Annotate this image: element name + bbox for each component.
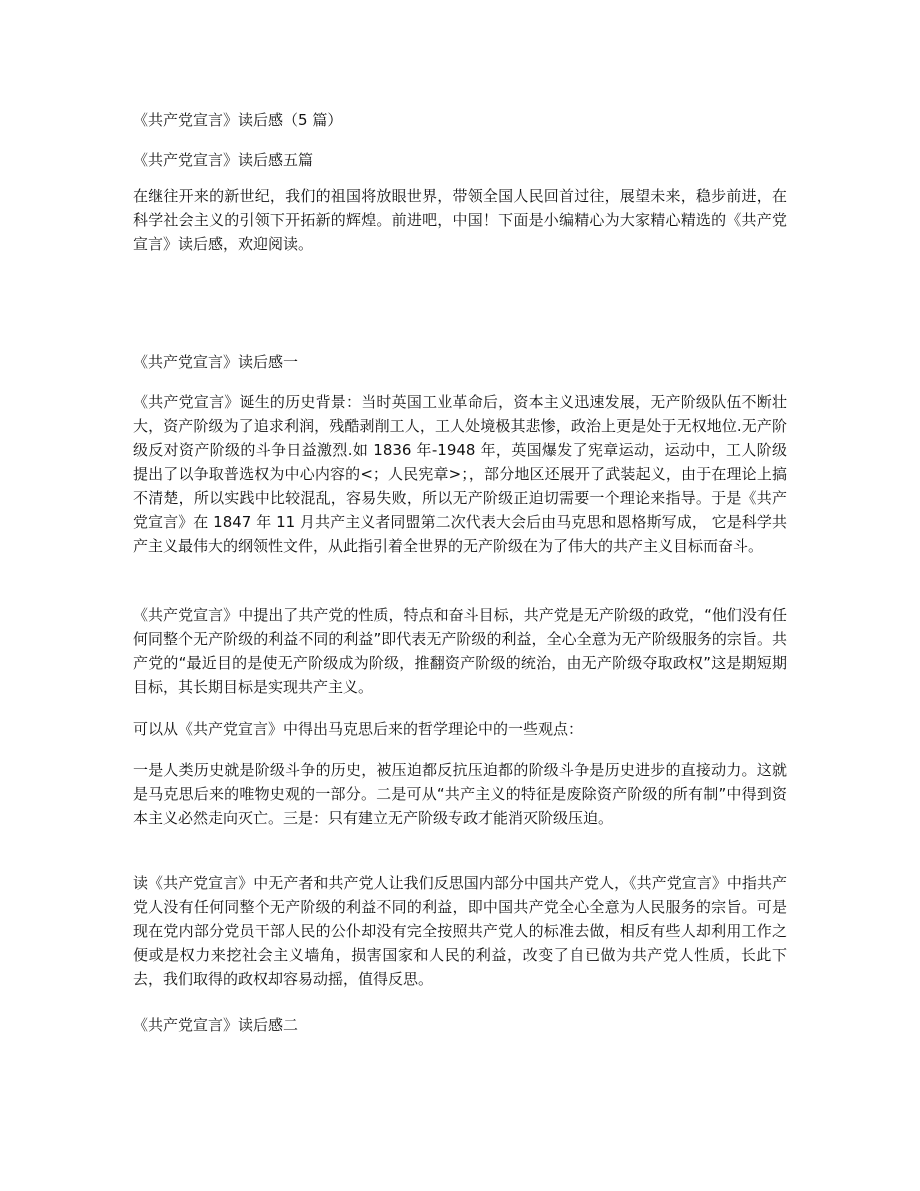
section1-paragraph-5: 读《共产党宣言》中无产者和共产党人让我们反思国内部分中国共产党人，《共产党宣言》中指共产党人没有任何同整个无产阶级的利益不同的利益，即中国共产党全心全意为人民服务的宗旨。可是现在党内部分党员干部人民的公仆却没有完全按照共产党人的标准去做，相反有些人却利用工作之便或是权力来挖社会主义墙角，损害国家和人民的利益，改变了自已做为共产党人性质，长此下去，我们取得的政权却容易动摇，值得反思。 bbox=[133, 874, 787, 988]
document-subtitle: 《共产党宣言》读后感五篇 bbox=[133, 151, 314, 169]
section1-paragraph-2: 《共产党宣言》中提出了共产党的性质，特点和奋斗目标，共产党是无产阶级的政党，“他们没有任何同整个无产阶级的利益不同的利益”即代表无产阶级的利益，全心全意为无产阶级服务的宗旨。共产党的“最近目的是使无产阶级成为阶级，推翻资产阶级的统治，由无产阶级夺取政权”这是期短期目标，其长期目标是实现共产主义。 bbox=[133, 606, 787, 696]
section1-paragraph-4: 一是人类历史就是阶级斗争的历史，被压迫都反抗压迫都的阶级斗争是历史进步的直接动力。这就是马克思后来的唯物史观的一部分。二是可从“共产主义的特征是废除资产阶级的所有制”中得到资本主义必然走向灭亡。三是：只有建立无产阶级专政才能消灭阶级压迫。 bbox=[133, 761, 787, 827]
intro-paragraph: 在继往开来的新世纪，我们的祖国将放眼世界，带领全国人民回首过往，展望未来，稳步前进，在科学社会主义的引领下开拓新的辉煌。前进吧，中国！下面是小编精心为大家精心精选的《共产党宣言》读后感，欢迎阅读。 bbox=[133, 187, 787, 253]
section1-paragraph-3: 可以从《共产党宣言》中得出马克思后来的哲学理论中的一些观点： bbox=[133, 720, 584, 738]
section-heading-1: 《共产党宣言》读后感一 bbox=[133, 353, 299, 371]
document-title: 《共产党宣言》读后感（5 篇） bbox=[133, 111, 343, 129]
section1-paragraph-1: 《共产党宣言》诞生的历史背景：当时英国工业革命后，资本主义迅速发展，无产阶级队伍不断壮大，资产阶级为了追求利润，残酷剥削工人，工人处境极其悲惨，政治上更是处于无权地位.无产阶级反对资产阶级的斗争日益激烈.如 1836 年-1948 年，英国爆发了宪章运动，运动中，工人阶级提出了以争取普选权为中心内容的<；人民宪章>；，部分地区还展开了武装起义，由于在理论上搞不清楚，所以实践中比较混乱，容易失败，所以无产阶级正迫切需要一个理论来指导。于是《共产党宣言》在 1847 年 11 月共产主义者同盟第二次代表大会后由马克思和恩格斯写成， 它是科学共产主义最伟大的纲领性文件，从此指引着全世界的无产阶级在为了伟大的共产主义目标而奋斗。 bbox=[133, 393, 787, 555]
section-heading-2: 《共产党宣言》读后感二 bbox=[133, 1016, 299, 1034]
